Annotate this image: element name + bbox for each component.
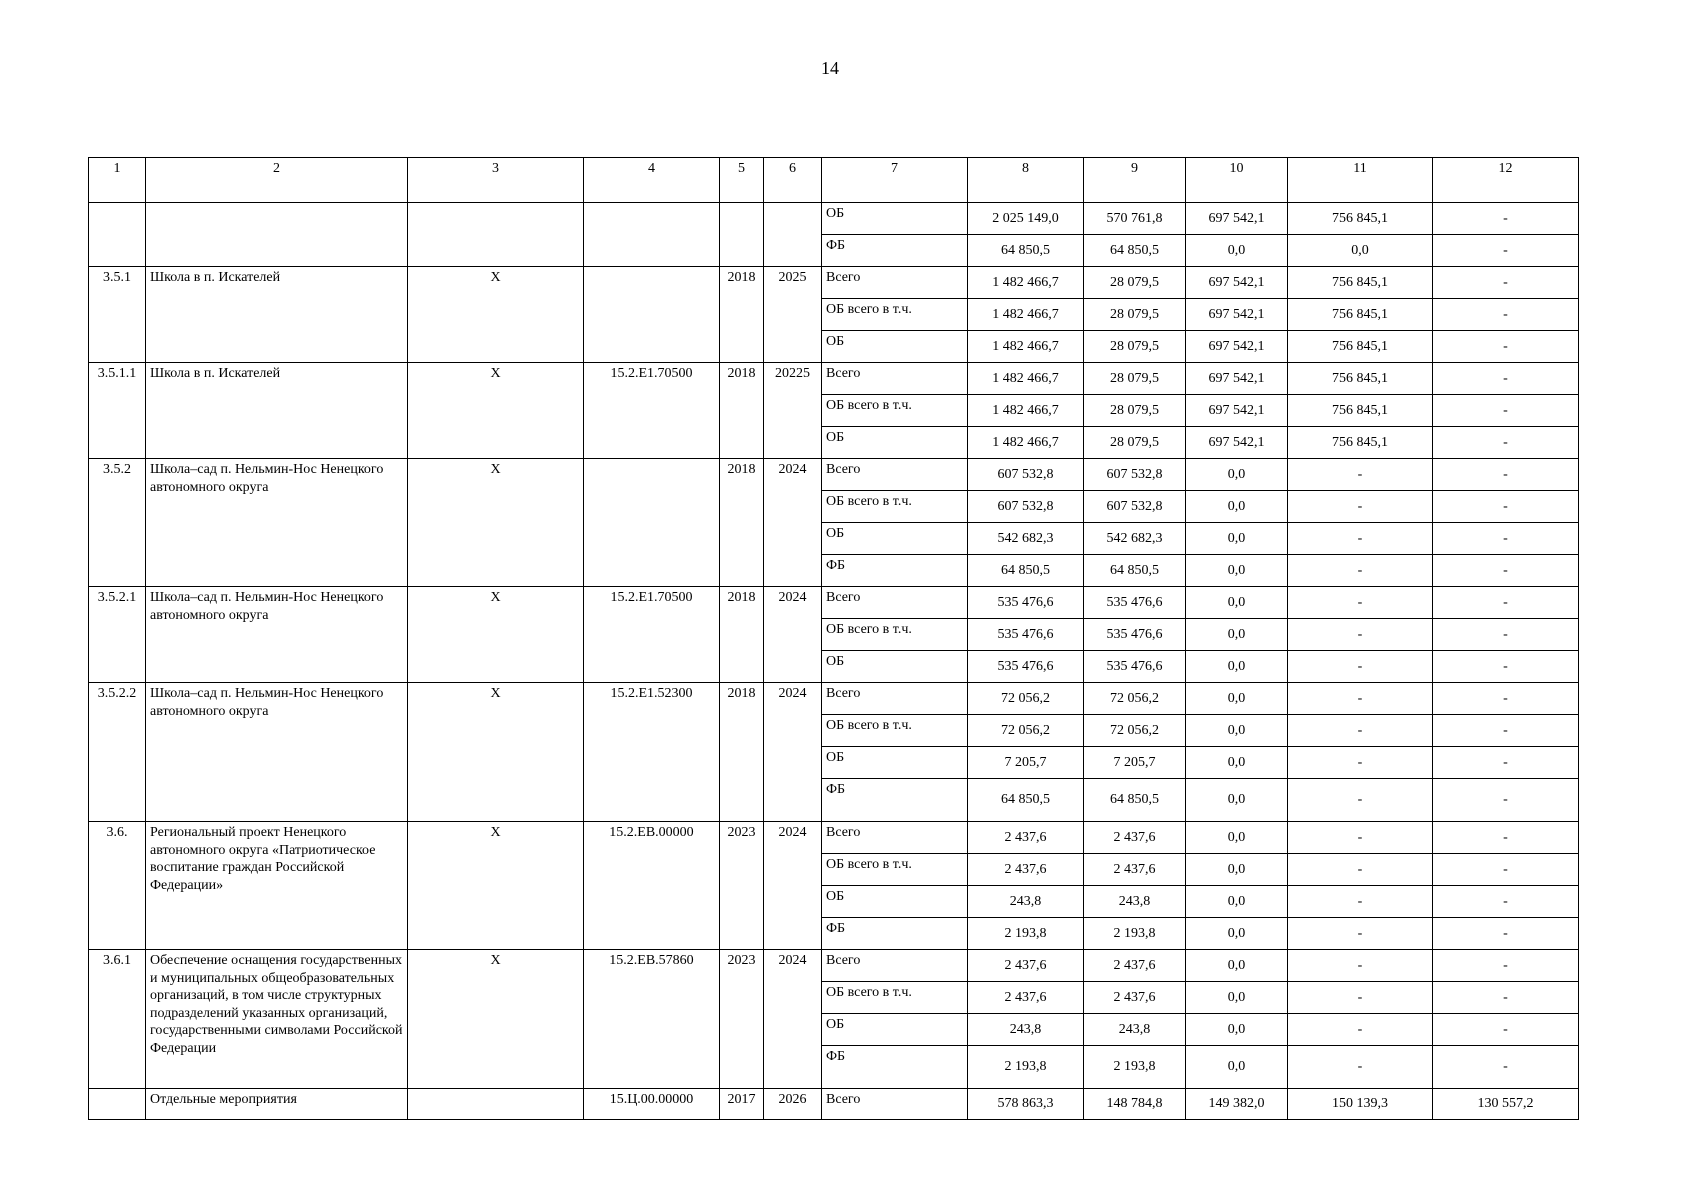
- value-cell-v9: 28 079,5: [1084, 427, 1186, 459]
- value-cell-v10: 0,0: [1186, 587, 1288, 619]
- value-cell-v11: -: [1288, 459, 1433, 491]
- value-cell-v11: 756 845,1: [1288, 427, 1433, 459]
- value-cell-v8: 2 437,6: [968, 854, 1084, 886]
- value-cell-v10: 697 542,1: [1186, 267, 1288, 299]
- value-cell-v12: -: [1433, 1046, 1579, 1089]
- value-cell-v8: 1 482 466,7: [968, 299, 1084, 331]
- item-code: 3.5.1: [89, 267, 146, 363]
- column-header: 12: [1433, 158, 1579, 203]
- value-cell-v12: -: [1433, 267, 1579, 299]
- value-cell-v11: 756 845,1: [1288, 331, 1433, 363]
- value-cell-v12: -: [1433, 363, 1579, 395]
- column-header: 4: [584, 158, 720, 203]
- funding-source: ОБ всего в т.ч.: [822, 715, 968, 747]
- item-end-year: 2026: [764, 1089, 822, 1120]
- value-cell-v8: 535 476,6: [968, 619, 1084, 651]
- value-cell-v9: 28 079,5: [1084, 331, 1186, 363]
- column-header: 5: [720, 158, 764, 203]
- funding-source: Всего: [822, 587, 968, 619]
- value-cell-v8: 1 482 466,7: [968, 331, 1084, 363]
- item-code: 3.5.2.1: [89, 587, 146, 683]
- column-header: 11: [1288, 158, 1433, 203]
- value-cell-v8: 64 850,5: [968, 235, 1084, 267]
- item-code: 3.5.2: [89, 459, 146, 587]
- item-end-year: 2025: [764, 267, 822, 363]
- value-cell-v12: 130 557,2: [1433, 1089, 1579, 1120]
- value-cell-v8: 1 482 466,7: [968, 395, 1084, 427]
- funding-source: ОБ: [822, 331, 968, 363]
- value-cell-v8: 1 482 466,7: [968, 267, 1084, 299]
- item-col3: X: [408, 363, 584, 459]
- value-cell-v11: -: [1288, 822, 1433, 854]
- value-cell-v10: 0,0: [1186, 491, 1288, 523]
- value-cell-v9: 64 850,5: [1084, 555, 1186, 587]
- value-cell-v12: -: [1433, 683, 1579, 715]
- value-cell-v10: 697 542,1: [1186, 299, 1288, 331]
- value-cell-v10: 697 542,1: [1186, 395, 1288, 427]
- item-code: 3.5.2.2: [89, 683, 146, 822]
- funding-source: Всего: [822, 459, 968, 491]
- funding-source: ФБ: [822, 1046, 968, 1089]
- value-cell-v8: 2 437,6: [968, 950, 1084, 982]
- funding-source: ОБ: [822, 203, 968, 235]
- value-cell-v10: 0,0: [1186, 779, 1288, 822]
- funding-source: ОБ всего в т.ч.: [822, 299, 968, 331]
- value-cell-v9: 64 850,5: [1084, 779, 1186, 822]
- value-cell-v8: 2 025 149,0: [968, 203, 1084, 235]
- value-cell-v8: 607 532,8: [968, 491, 1084, 523]
- column-header: 3: [408, 158, 584, 203]
- value-cell-v12: -: [1433, 1014, 1579, 1046]
- table-row: [89, 363, 1579, 395]
- value-cell-v11: 756 845,1: [1288, 395, 1433, 427]
- value-cell-v10: 0,0: [1186, 854, 1288, 886]
- item-start-year: 2017: [720, 1089, 764, 1120]
- value-cell-v8: 1 482 466,7: [968, 363, 1084, 395]
- item-end-year: 2024: [764, 459, 822, 587]
- value-cell-v10: 0,0: [1186, 235, 1288, 267]
- item-start-year: 2018: [720, 683, 764, 822]
- value-cell-v10: 0,0: [1186, 747, 1288, 779]
- value-cell-v11: -: [1288, 715, 1433, 747]
- value-cell-v12: -: [1433, 651, 1579, 683]
- value-cell-v12: -: [1433, 331, 1579, 363]
- value-cell-v11: -: [1288, 1014, 1433, 1046]
- value-cell-v10: 0,0: [1186, 523, 1288, 555]
- value-cell-v9: 2 193,8: [1084, 918, 1186, 950]
- funding-source: ОБ всего в т.ч.: [822, 395, 968, 427]
- value-cell-v9: 535 476,6: [1084, 587, 1186, 619]
- value-cell-v9: 535 476,6: [1084, 651, 1186, 683]
- value-cell-v9: 607 532,8: [1084, 459, 1186, 491]
- value-cell-v10: 697 542,1: [1186, 427, 1288, 459]
- item-col3: X: [408, 459, 584, 587]
- value-cell-v8: 607 532,8: [968, 459, 1084, 491]
- column-header: 8: [968, 158, 1084, 203]
- value-cell-v9: 64 850,5: [1084, 235, 1186, 267]
- funding-source: ФБ: [822, 918, 968, 950]
- value-cell-v10: 0,0: [1186, 950, 1288, 982]
- value-cell-v9: 72 056,2: [1084, 715, 1186, 747]
- item-name: Региональный проект Ненецкого автономного округа «Патриотическое воспитание граждан Российской Федерации»: [146, 822, 408, 950]
- item-start-year: 2018: [720, 267, 764, 363]
- value-cell-v11: -: [1288, 651, 1433, 683]
- table-row: [89, 459, 1579, 491]
- value-cell-v10: 0,0: [1186, 683, 1288, 715]
- item-code-kbk: 15.2.E1.52300: [584, 683, 720, 822]
- table-row: [89, 822, 1579, 854]
- item-end-year: [764, 203, 822, 267]
- funding-source: ОБ: [822, 886, 968, 918]
- value-cell-v12: -: [1433, 299, 1579, 331]
- item-col3: X: [408, 683, 584, 822]
- item-name: Обеспечение оснащения государственных и муниципальных общеобразовательных организаций, в том числе структурных подразделений указанных организаций, государственными символами Российской Федерации: [146, 950, 408, 1089]
- item-start-year: 2018: [720, 363, 764, 459]
- value-cell-v10: 0,0: [1186, 651, 1288, 683]
- column-header: 2: [146, 158, 408, 203]
- value-cell-v8: 578 863,3: [968, 1089, 1084, 1120]
- value-cell-v8: 2 437,6: [968, 982, 1084, 1014]
- column-header: 6: [764, 158, 822, 203]
- value-cell-v10: 0,0: [1186, 982, 1288, 1014]
- value-cell-v11: 0,0: [1288, 235, 1433, 267]
- item-code: 3.6.1: [89, 950, 146, 1089]
- item-col3: [408, 1089, 584, 1120]
- value-cell-v11: -: [1288, 523, 1433, 555]
- value-cell-v11: -: [1288, 683, 1433, 715]
- funding-source: ФБ: [822, 235, 968, 267]
- value-cell-v9: 535 476,6: [1084, 619, 1186, 651]
- item-start-year: [720, 203, 764, 267]
- item-code: [89, 203, 146, 267]
- item-end-year: 2024: [764, 587, 822, 683]
- value-cell-v12: -: [1433, 523, 1579, 555]
- table-row: [89, 950, 1579, 982]
- funding-source: ОБ всего в т.ч.: [822, 491, 968, 523]
- item-col3: X: [408, 267, 584, 363]
- value-cell-v8: 72 056,2: [968, 683, 1084, 715]
- value-cell-v12: -: [1433, 491, 1579, 523]
- page-number: 14: [821, 58, 839, 78]
- item-name: Школа–сад п. Нельмин-Нос Ненецкого автономного округа: [146, 683, 408, 822]
- funding-source: ОБ: [822, 523, 968, 555]
- value-cell-v11: -: [1288, 1046, 1433, 1089]
- value-cell-v10: 0,0: [1186, 822, 1288, 854]
- value-cell-v12: -: [1433, 619, 1579, 651]
- item-code: 3.5.1.1: [89, 363, 146, 459]
- item-code-kbk: 15.2.EB.57860: [584, 950, 720, 1089]
- value-cell-v10: 149 382,0: [1186, 1089, 1288, 1120]
- value-cell-v12: -: [1433, 203, 1579, 235]
- value-cell-v11: -: [1288, 491, 1433, 523]
- funding-source: ОБ: [822, 427, 968, 459]
- item-name: Школа–сад п. Нельмин-Нос Ненецкого автономного округа: [146, 587, 408, 683]
- value-cell-v12: -: [1433, 918, 1579, 950]
- item-end-year: 2024: [764, 683, 822, 822]
- value-cell-v11: -: [1288, 587, 1433, 619]
- value-cell-v8: 243,8: [968, 1014, 1084, 1046]
- value-cell-v8: 2 193,8: [968, 1046, 1084, 1089]
- funding-source: ФБ: [822, 555, 968, 587]
- item-start-year: 2023: [720, 950, 764, 1089]
- table-row: [89, 683, 1579, 715]
- column-header: 7: [822, 158, 968, 203]
- value-cell-v12: -: [1433, 427, 1579, 459]
- value-cell-v9: 2 437,6: [1084, 822, 1186, 854]
- value-cell-v12: -: [1433, 982, 1579, 1014]
- value-cell-v8: 64 850,5: [968, 779, 1084, 822]
- funding-source: Всего: [822, 950, 968, 982]
- item-name: Отдельные мероприятия: [146, 1089, 408, 1120]
- item-code-kbk: [584, 267, 720, 363]
- value-cell-v8: 7 205,7: [968, 747, 1084, 779]
- value-cell-v9: 72 056,2: [1084, 683, 1186, 715]
- value-cell-v9: 28 079,5: [1084, 363, 1186, 395]
- item-end-year: 2024: [764, 950, 822, 1089]
- value-cell-v11: -: [1288, 619, 1433, 651]
- value-cell-v11: -: [1288, 918, 1433, 950]
- item-name: [146, 203, 408, 267]
- item-code-kbk: [584, 459, 720, 587]
- value-cell-v8: 2 193,8: [968, 918, 1084, 950]
- value-cell-v12: -: [1433, 747, 1579, 779]
- item-code-kbk: 15.2.E1.70500: [584, 587, 720, 683]
- funding-source: ОБ: [822, 1014, 968, 1046]
- item-code-kbk: [584, 203, 720, 267]
- value-cell-v9: 607 532,8: [1084, 491, 1186, 523]
- value-cell-v11: 756 845,1: [1288, 299, 1433, 331]
- item-col3: X: [408, 587, 584, 683]
- value-cell-v9: 2 437,6: [1084, 950, 1186, 982]
- value-cell-v11: -: [1288, 747, 1433, 779]
- value-cell-v12: -: [1433, 854, 1579, 886]
- table-row: [89, 587, 1579, 619]
- item-code: [89, 1089, 146, 1120]
- value-cell-v10: 0,0: [1186, 1014, 1288, 1046]
- item-start-year: 2023: [720, 822, 764, 950]
- table-row: [89, 267, 1579, 299]
- value-cell-v12: -: [1433, 715, 1579, 747]
- value-cell-v11: -: [1288, 982, 1433, 1014]
- value-cell-v10: 0,0: [1186, 555, 1288, 587]
- item-code: 3.6.: [89, 822, 146, 950]
- funding-source: ОБ всего в т.ч.: [822, 982, 968, 1014]
- table-row: [89, 203, 1579, 235]
- funding-source: Всего: [822, 822, 968, 854]
- funding-source: Всего: [822, 363, 968, 395]
- item-col3: X: [408, 822, 584, 950]
- value-cell-v9: 28 079,5: [1084, 267, 1186, 299]
- table-row: [89, 1089, 1579, 1120]
- value-cell-v9: 243,8: [1084, 1014, 1186, 1046]
- column-header: 1: [89, 158, 146, 203]
- value-cell-v10: 0,0: [1186, 918, 1288, 950]
- item-name: Школа в п. Искателей: [146, 363, 408, 459]
- value-cell-v9: 7 205,7: [1084, 747, 1186, 779]
- funding-source: ОБ: [822, 651, 968, 683]
- funding-source: ФБ: [822, 779, 968, 822]
- value-cell-v10: 0,0: [1186, 459, 1288, 491]
- value-cell-v8: 535 476,6: [968, 651, 1084, 683]
- value-cell-v12: -: [1433, 459, 1579, 491]
- funding-source: Всего: [822, 1089, 968, 1120]
- value-cell-v12: -: [1433, 779, 1579, 822]
- item-start-year: 2018: [720, 459, 764, 587]
- value-cell-v11: -: [1288, 779, 1433, 822]
- value-cell-v9: 28 079,5: [1084, 395, 1186, 427]
- budget-table: [88, 157, 1579, 1120]
- value-cell-v9: 148 784,8: [1084, 1089, 1186, 1120]
- value-cell-v12: -: [1433, 886, 1579, 918]
- value-cell-v10: 0,0: [1186, 715, 1288, 747]
- item-code-kbk: 15.Ц.00.00000: [584, 1089, 720, 1120]
- funding-source: Всего: [822, 683, 968, 715]
- value-cell-v8: 64 850,5: [968, 555, 1084, 587]
- value-cell-v10: 0,0: [1186, 1046, 1288, 1089]
- value-cell-v9: 2 437,6: [1084, 982, 1186, 1014]
- value-cell-v11: -: [1288, 854, 1433, 886]
- value-cell-v12: -: [1433, 822, 1579, 854]
- value-cell-v8: 72 056,2: [968, 715, 1084, 747]
- value-cell-v8: 1 482 466,7: [968, 427, 1084, 459]
- funding-source: ОБ всего в т.ч.: [822, 619, 968, 651]
- value-cell-v11: 150 139,3: [1288, 1089, 1433, 1120]
- funding-source: ОБ: [822, 747, 968, 779]
- value-cell-v11: -: [1288, 555, 1433, 587]
- value-cell-v10: 0,0: [1186, 619, 1288, 651]
- value-cell-v10: 697 542,1: [1186, 331, 1288, 363]
- value-cell-v12: -: [1433, 587, 1579, 619]
- value-cell-v11: -: [1288, 950, 1433, 982]
- item-name: Школа–сад п. Нельмин-Нос Ненецкого автономного округа: [146, 459, 408, 587]
- header-row: [89, 158, 1579, 203]
- item-name: Школа в п. Искателей: [146, 267, 408, 363]
- value-cell-v10: 697 542,1: [1186, 203, 1288, 235]
- value-cell-v12: -: [1433, 950, 1579, 982]
- value-cell-v9: 28 079,5: [1084, 299, 1186, 331]
- value-cell-v10: 0,0: [1186, 886, 1288, 918]
- item-end-year: 2024: [764, 822, 822, 950]
- value-cell-v12: -: [1433, 555, 1579, 587]
- value-cell-v9: 2 193,8: [1084, 1046, 1186, 1089]
- value-cell-v8: 535 476,6: [968, 587, 1084, 619]
- value-cell-v10: 697 542,1: [1186, 363, 1288, 395]
- funding-source: Всего: [822, 267, 968, 299]
- item-code-kbk: 15.2.E1.70500: [584, 363, 720, 459]
- item-end-year: 20225: [764, 363, 822, 459]
- value-cell-v11: 756 845,1: [1288, 203, 1433, 235]
- value-cell-v11: 756 845,1: [1288, 267, 1433, 299]
- value-cell-v8: 243,8: [968, 886, 1084, 918]
- value-cell-v9: 243,8: [1084, 886, 1186, 918]
- value-cell-v8: 2 437,6: [968, 822, 1084, 854]
- value-cell-v9: 2 437,6: [1084, 854, 1186, 886]
- value-cell-v9: 542 682,3: [1084, 523, 1186, 555]
- item-start-year: 2018: [720, 587, 764, 683]
- item-code-kbk: 15.2.EB.00000: [584, 822, 720, 950]
- column-header: 10: [1186, 158, 1288, 203]
- item-col3: X: [408, 950, 584, 1089]
- value-cell-v9: 570 761,8: [1084, 203, 1186, 235]
- value-cell-v8: 542 682,3: [968, 523, 1084, 555]
- value-cell-v12: -: [1433, 395, 1579, 427]
- item-col3: [408, 203, 584, 267]
- value-cell-v12: -: [1433, 235, 1579, 267]
- funding-source: ОБ всего в т.ч.: [822, 854, 968, 886]
- column-header: 9: [1084, 158, 1186, 203]
- value-cell-v11: 756 845,1: [1288, 363, 1433, 395]
- value-cell-v11: -: [1288, 886, 1433, 918]
